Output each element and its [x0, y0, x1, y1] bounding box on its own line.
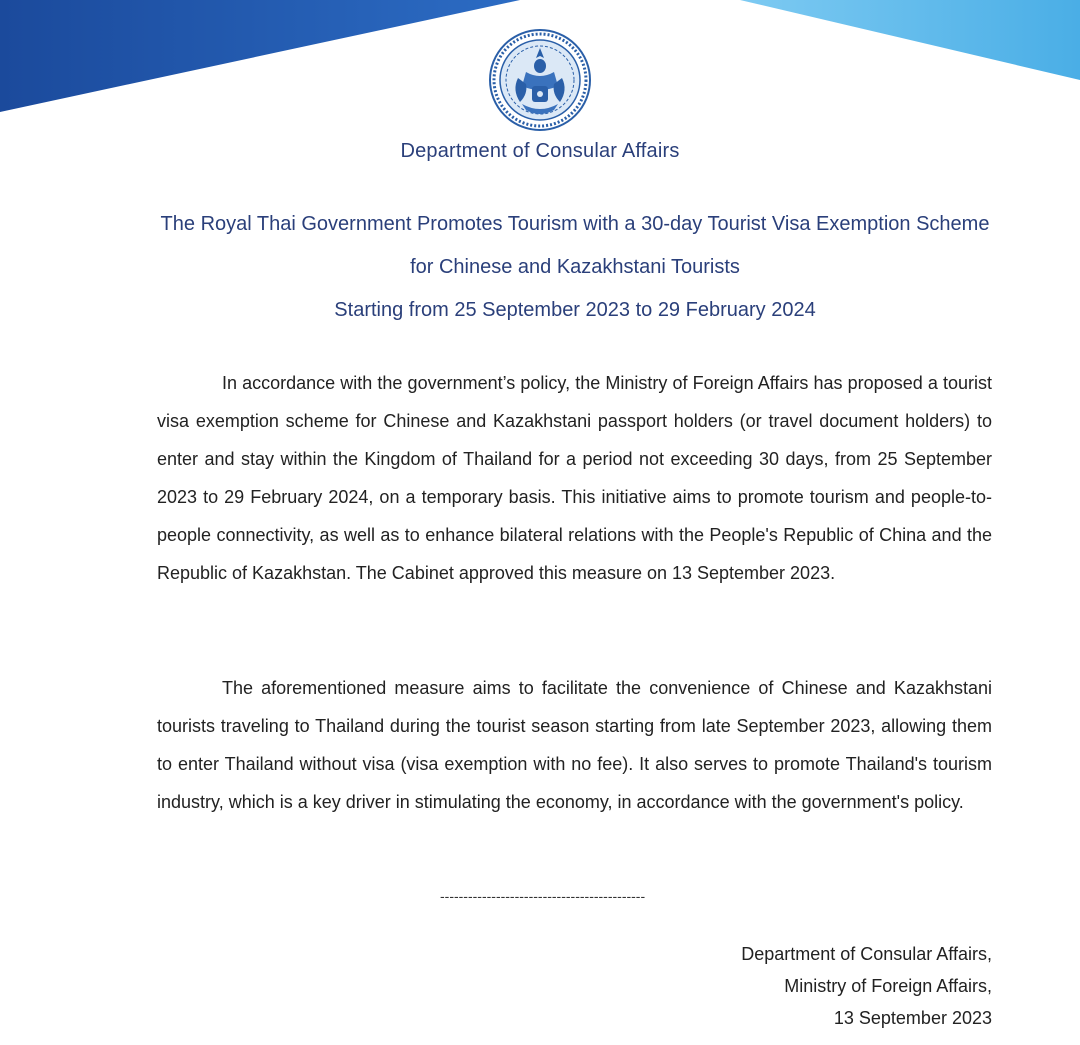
paragraph-2-text: The aforementioned measure aims to facilitate the convenience of Chinese and Kazakhstani tourists traveling to Thailand during the tourist season starting from late September 2023, allowing them to enter Thailand without visa (visa exemption with no fee). It also serves to promote Thailand's tourism industry, which is a key driver in stimulating the economy, in accordance with the government's policy. [157, 678, 992, 812]
body-paragraph-2 [157, 669, 992, 821]
signature-department: Department of Consular Affairs, [741, 944, 992, 964]
signature-ministry: Ministry of Foreign Affairs, [784, 976, 992, 996]
banner-left-decoration [0, 0, 520, 115]
body-paragraph-1 [157, 364, 992, 592]
separator-line: -------------------------------------------- [440, 888, 646, 904]
title-line-1: The Royal Thai Government Promotes Tourism with a 30-day Tourist Visa Exemption Scheme [160, 213, 990, 235]
signature-date: 13 September 2023 [833, 1008, 992, 1028]
title-line-3: Starting from 25 September 2023 to 29 February 2024 [334, 299, 816, 321]
thai-mfa-garuda-seal-icon [488, 28, 592, 132]
paragraph-1-text: In accordance with the government’s policy, the Ministry of Foreign Affairs has proposed a tourist visa exemption scheme for Chinese and Kazakhstani passport holders (or travel document holders) to enter and stay within the Kingdom of Thailand for a period not exceeding 30 days, from 25 September 2023 to 29 February 2024, on a temporary basis. This initiative aims to promote tourism and people-to-people connectivity, as well as to enhance bilateral relations with the People's Republic of China and the Republic of Kazakhstan. The Cabinet approved this measure on 13 September 2023. [157, 373, 992, 583]
title-line-2: for Chinese and Kazakhstani Tourists [410, 256, 740, 278]
signature-block [741, 938, 992, 1034]
banner-right-decoration [740, 0, 1080, 80]
announcement-title [0, 203, 1080, 332]
department-header: Department of Consular Affairs [400, 140, 680, 162]
